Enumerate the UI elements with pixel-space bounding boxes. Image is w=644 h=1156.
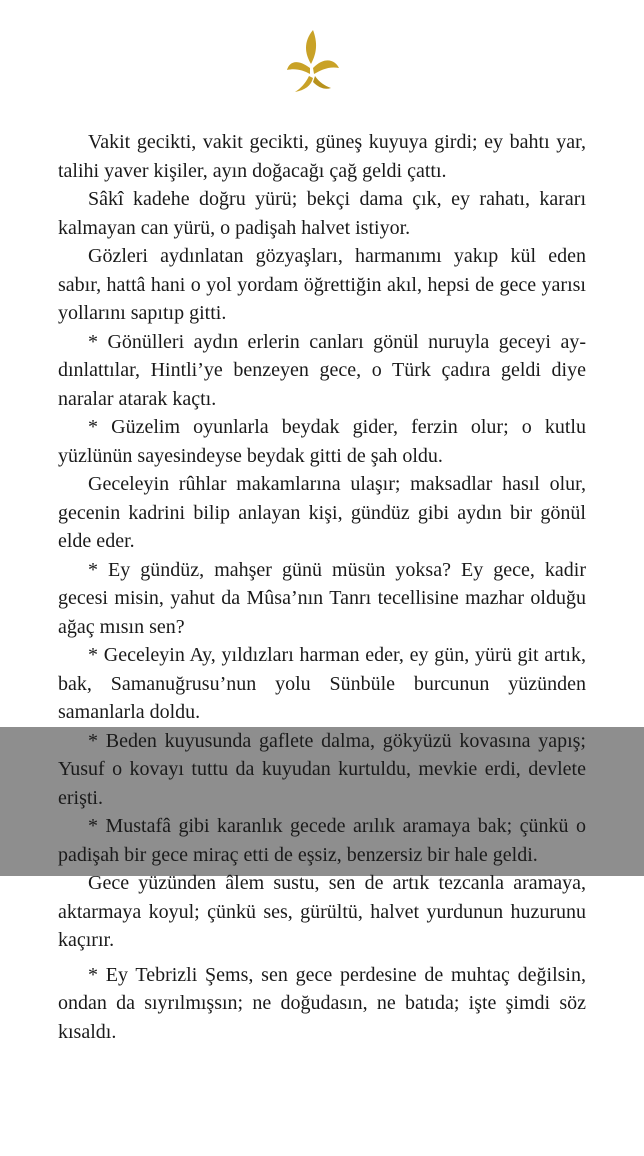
paragraph: Geceleyin rûhlar makamlarına ulaşır; maksadlar hasıl olur, gecenin kadrini bilip anlayan kişi, gündüz gibi aydın bir gönül elde eder.: [58, 473, 586, 552]
poem-text: [58, 128, 586, 1046]
paragraph: Gözleri aydınlatan gözyaşları, harmanımı yakıp kül eden sabır, hattâ hani o yol yordam öğrettiğin akıl, hepsi de gece yarısı yollarını sapıtıp gitti.: [58, 245, 586, 324]
paragraph: * Ey gündüz, mahşer günü müsün yoksa? Ey gece, kadir gecesi misin, yahut da Mûsa’nın Tanrı tecellisine mazhar olduğu ağaç mısın sen?: [58, 558, 586, 638]
paragraph: * Güzelim oyunlarla beydak gider, ferzin olur; o kutlu yüzlünün sayesindeyse beydak gitti de şah oldu.: [58, 416, 586, 467]
paragraph: * Geceleyin Ay, yıldızları harman eder, ey gün, yürü git artık, bak, Samanuğrusu’nun yolu Sünbüle burcunun yüzünden samanlarla doldu.: [58, 644, 586, 723]
paragraph: Gece yüzünden âlem sustu, sen de artık tezcanla aramaya, aktarmaya koyul; çünkü ses, gürültü, halvet yurdunun huzurunu kaçırır.: [58, 872, 586, 951]
paragraph: * Gönülleri aydın erlerin canları gönül nuruyla geceyi aydınlattılar, Hintli’ye benzeyen gece, o Türk çadıra geldi diye naralar atarak kaçtı.: [58, 330, 586, 410]
flame-leaf-icon: [283, 28, 341, 94]
paragraph: * Ey Tebrizli Şems, sen gece perdesine de muhtaç değilsin, ondan da sıyrılmışsın; ne doğudasın, ne batıda; işte şimdi söz kısaldı.: [58, 963, 586, 1043]
paragraph: * Mustafâ gibi karanlık gecede arılık aramaya bak; çünkü o padişah bir gece miraç etti de eşsiz, benzersiz bir hale geldi.: [58, 815, 586, 866]
paragraph: * Beden kuyusunda gaflete dalma, gökyüzü kovasına yapış; Yusuf o kovayı tuttu da kuyudan kurtuldu, mevkie erdi, devlete erişti.: [58, 729, 586, 809]
paragraph: Sâkî kadehe doğru yürü; bekçi dama çık, ey rahatı, kararı kalmayan can yürü, o padişah halvet istiyor.: [58, 188, 586, 239]
paragraph: Vakit gecikti, vakit gecikti, güneş kuyuya girdi; ey bahtı yar, talihi yaver kişiler, ayın doğacağı çağ geldi çattı.: [58, 131, 586, 182]
